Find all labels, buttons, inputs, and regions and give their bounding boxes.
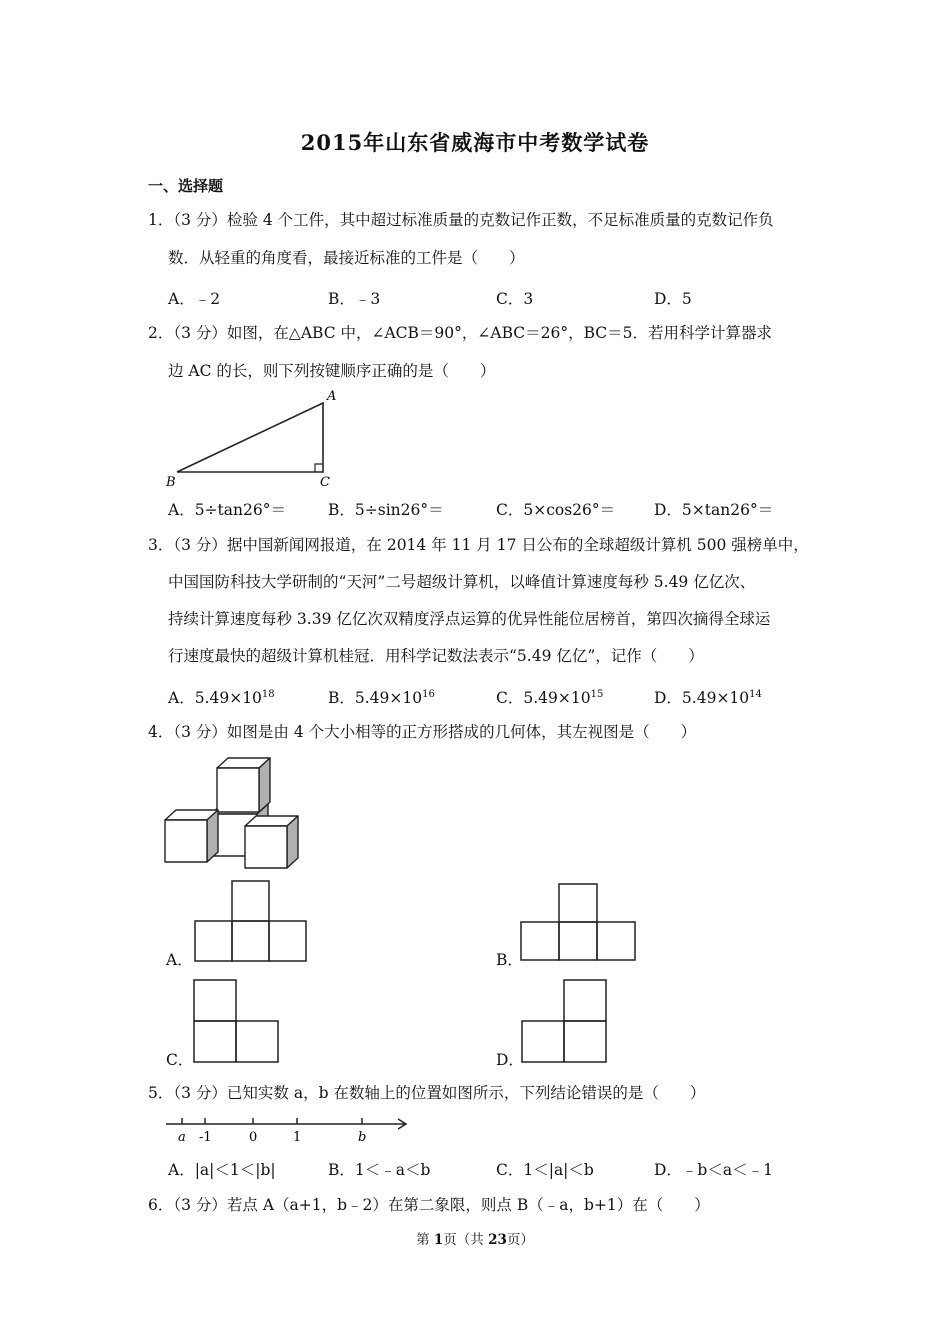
axis-label-neg1: -1: [199, 1130, 212, 1145]
q5-option-c: C．1＜|a|＜b: [496, 1161, 594, 1179]
q4-option-d: D．: [496, 1051, 524, 1069]
q3-option-a: A．$5.49\times 10^{18}$: [168, 689, 275, 707]
page-title: 2015年山东省威海市中考数学试卷: [300, 130, 650, 155]
q3-line-1: 3．（3 分）据中国新闻网报道，在 2014 年 11 月 17 日公布的全球超级计算机 500 强榜单中，: [148, 536, 809, 554]
section-heading: 一、选择题: [148, 177, 224, 195]
q1-option-a: A．﹣2: [168, 290, 221, 308]
axis-label-a: a: [178, 1130, 186, 1145]
q1-option-b: B．﹣3: [328, 290, 381, 308]
q2-option-c: C．5×cos26°＝: [496, 501, 616, 519]
q2-option-a: A．5÷tan26°＝: [168, 501, 286, 519]
page-footer: 第 1页（共 23页）: [416, 1232, 534, 1248]
q2-option-d: D．5×tan26°＝: [654, 501, 774, 519]
q5-option-b: B．1＜﹣a＜b: [328, 1161, 431, 1179]
page-number: 1: [433, 1232, 444, 1248]
q3-option-c: C．$5.49\times 10^{15}$: [496, 689, 604, 707]
q4-option-c: C．: [166, 1051, 194, 1069]
vertex-label-a: A: [327, 389, 337, 404]
q2-line-2: 边 AC 的长，则下列按键顺序正确的是（ ）: [168, 362, 496, 380]
cube-stack-figure: [160, 752, 305, 872]
axis-label-0: 0: [249, 1130, 258, 1145]
q2-line-1: 2．（3 分）如图，在△ABC 中，∠ACB＝90°，∠ABC＝26°，BC＝5．若用科学计算器求: [148, 324, 772, 342]
total-pages: 23: [488, 1232, 507, 1248]
q3-option-b: B．$5.49\times 10^{16}$: [328, 689, 435, 707]
number-line-figure: [160, 1112, 415, 1146]
q3-line-2: 中国国防科技大学研制的“天河”二号超级计算机，以峰值计算速度每秒 5.49 亿亿次、: [168, 573, 756, 591]
q5-line-1: 5．（3 分）已知实数 a，b 在数轴上的位置如图所示，下列结论错误的是（ ）: [148, 1084, 706, 1102]
q4-line-1: 4．（3 分）如图是由 4 个大小相等的正方形搭成的几何体，其左视图是（ ）: [148, 723, 697, 741]
q3-option-d: D．$5.49\times 10^{14}$: [654, 689, 762, 707]
q4-option-a-figure: [190, 878, 312, 966]
q1-option-c: C．3: [496, 290, 534, 308]
q4-option-b-figure: [518, 880, 640, 966]
vertex-label-b: B: [166, 475, 176, 490]
q2-option-b: B．5÷sin26°＝: [328, 501, 444, 519]
q1-option-d: D．5: [654, 290, 692, 308]
axis-label-b: b: [358, 1130, 367, 1145]
q3-line-4: 行速度最快的超级计算机桂冠．用科学记数法表示“5.49 亿亿”，记作（ ）: [168, 647, 704, 665]
q4-option-b: B．: [496, 951, 523, 969]
q5-option-d: D．﹣b＜a＜﹣1: [654, 1161, 773, 1179]
axis-label-1: 1: [293, 1130, 302, 1145]
q4-option-d-figure: [518, 976, 610, 1066]
q3-line-3: 持续计算速度每秒 3.39 亿亿次双精度浮点运算的优异性能位居榜首，第四次摘得全球运: [168, 610, 771, 628]
q6-line-1: 6．（3 分）若点 A（a+1，b﹣2）在第二象限，则点 B（﹣a，b+1）在（ ）: [148, 1196, 710, 1214]
q4-option-c-figure: [190, 976, 282, 1066]
q5-option-a: A．|a|＜1＜|b|: [168, 1161, 276, 1179]
vertex-label-c: C: [320, 475, 330, 490]
triangle-figure: [160, 386, 350, 490]
q4-option-a: A．: [166, 951, 193, 969]
q1-line-2: 数．从轻重的角度看，最接近标准的工件是（ ）: [168, 249, 525, 267]
q1-line-1: 1．（3 分）检验 4 个工件，其中超过标准质量的克数记作正数，不足标准质量的克数记作负: [148, 211, 774, 229]
